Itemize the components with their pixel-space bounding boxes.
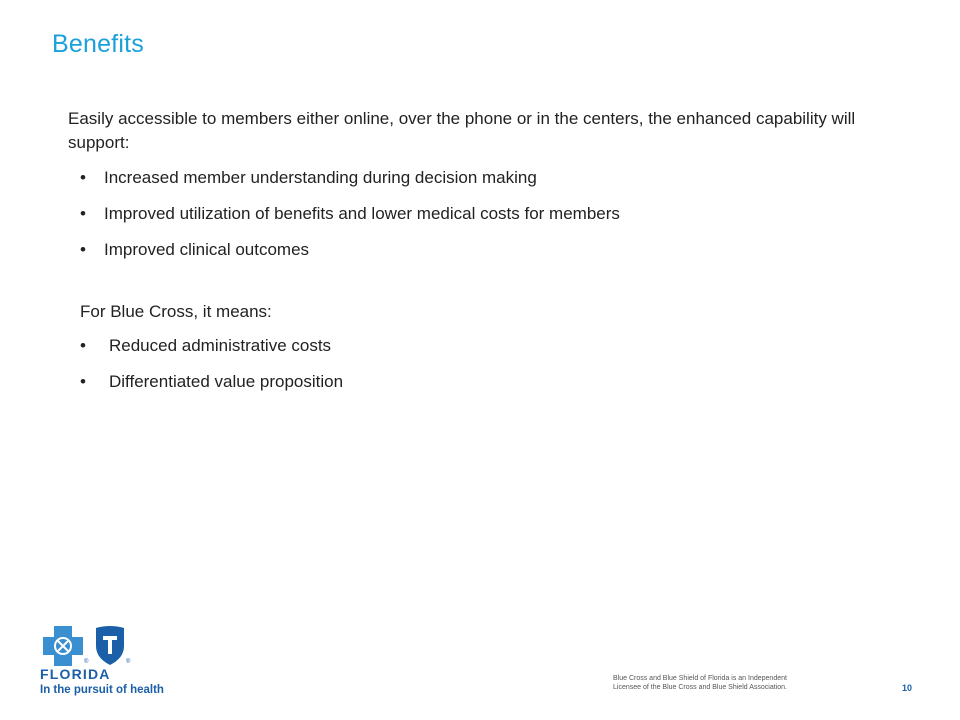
bullet-icon: •: [80, 240, 86, 259]
cross-shield-logo-icon: [38, 624, 138, 666]
registered-mark-icon: ®: [126, 659, 131, 665]
logo-name: FLORIDA: [40, 666, 111, 682]
bullet-icon: •: [80, 204, 86, 223]
list-item-text: Improved clinical outcomes: [104, 240, 310, 259]
list-item-text: Increased member understanding during decision making: [104, 168, 537, 187]
bullet-icon: •: [80, 372, 86, 391]
registered-mark-icon: ®: [84, 659, 89, 665]
subheading: For Blue Cross, it means:: [80, 302, 272, 321]
intro-paragraph: Easily accessible to members either online, over the phone or in the centers, the enhanced capability will support:: [68, 109, 856, 152]
bullet-icon: •: [80, 168, 86, 187]
list-item-text: Improved utilization of benefits and lower medical costs for members: [104, 204, 620, 223]
list-item-text: Differentiated value proposition: [109, 372, 344, 391]
list-item-text: Reduced administrative costs: [109, 336, 332, 355]
slide-title: Benefits: [52, 30, 144, 58]
company-logo: [38, 624, 178, 700]
legal-line: Licensee of the Blue Cross and Blue Shield Association.: [613, 684, 787, 691]
bullet-icon: •: [80, 336, 86, 355]
legal-line: Blue Cross and Blue Shield of Florida is an Independent: [613, 675, 787, 682]
legal-notice: [613, 674, 853, 692]
logo-tagline: In the pursuit of health: [40, 684, 164, 696]
page-number: 10: [902, 683, 913, 693]
